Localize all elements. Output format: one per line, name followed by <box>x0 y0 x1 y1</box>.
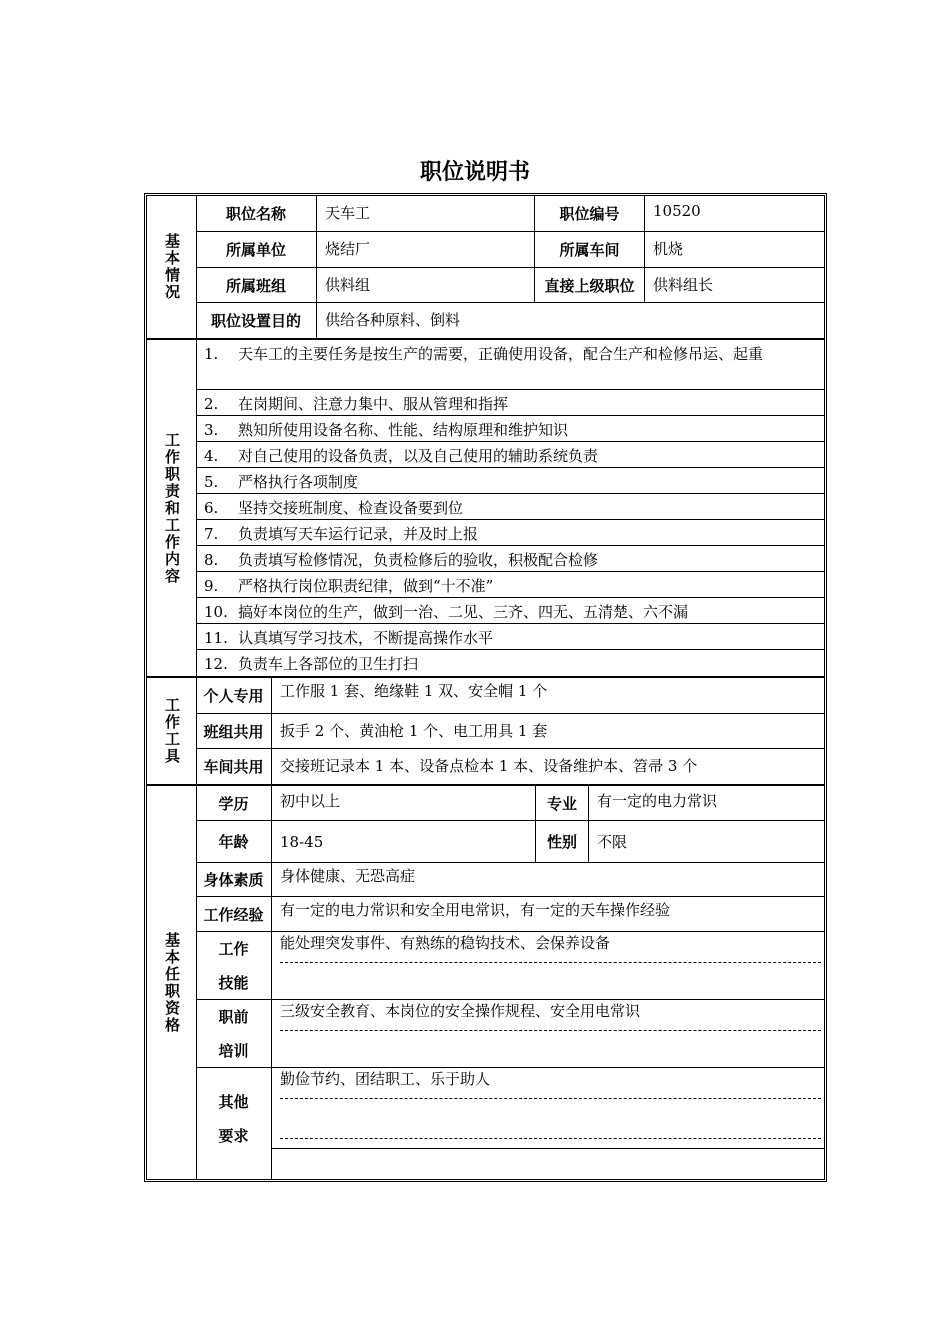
training-value: 三级安全教育、本岗位的安全操作规程、安全用电常识 <box>280 1002 641 1020</box>
education-value: 初中以上 <box>271 786 535 820</box>
superior-label: 直接上级职位 <box>534 268 644 302</box>
duty-row <box>196 572 825 598</box>
physical-label: 身体素质 <box>203 871 264 889</box>
age-value: 18-45 <box>271 821 535 862</box>
purpose-label: 职位设置目的 <box>210 312 301 330</box>
gender-value: 不限 <box>588 821 825 862</box>
team-value: 供料组 <box>316 268 534 302</box>
duty-row <box>196 520 825 546</box>
duty-text <box>196 340 825 389</box>
basic-row-2 <box>196 232 825 268</box>
duty-number: 7. <box>204 525 219 543</box>
duty-text <box>196 572 825 597</box>
duty-description: 搞好本岗位的生产，做到一治、二见、三齐、四无、五清楚、六不漏 <box>238 603 689 621</box>
duty-row <box>196 390 825 416</box>
duty-row <box>196 416 825 442</box>
dashed-line <box>280 1030 821 1031</box>
duty-description: 负责填写检修情况，负责检修后的验收，积极配合检修 <box>238 551 599 569</box>
duty-row <box>196 442 825 468</box>
duty-number: 9. <box>204 577 219 595</box>
other-label: 其他 要求 <box>218 1093 249 1145</box>
qual-row-skills <box>196 932 825 1000</box>
duty-number: 8. <box>204 551 219 569</box>
gender-label: 性别 <box>535 821 588 862</box>
workshop-value: 机烧 <box>644 232 825 267</box>
experience-value: 有一定的电力常识和安全用电常识，有一定的天车操作经验 <box>271 897 825 931</box>
duty-number: 1. <box>204 345 219 363</box>
major-value: 有一定的电力常识 <box>588 786 825 820</box>
qual-row-physical <box>196 863 825 897</box>
workshop-label: 所属车间 <box>534 232 644 267</box>
training-label: 职前 培训 <box>218 1008 249 1060</box>
duties-section-label: 工作职责和工作内容 <box>147 340 197 676</box>
duty-description: 严格执行各项制度 <box>238 473 359 491</box>
duty-text <box>196 494 825 519</box>
duty-description: 天车工的主要任务是按生产的需要，正确使用设备，配合生产和检修吊运、起重 <box>238 345 764 363</box>
other-value: 勤俭节约、团结职工、乐于助人 <box>280 1070 491 1088</box>
qual-row-training <box>196 1000 825 1068</box>
duty-number: 5. <box>204 473 219 491</box>
duty-text <box>196 390 825 415</box>
qualifications-section-label: 基本任职资格 <box>147 786 197 1180</box>
basic-row-4 <box>196 303 825 338</box>
personal-tools-label: 个人专用 <box>203 687 264 705</box>
row-divider <box>272 1148 825 1149</box>
duty-description: 认真填写学习技术，不断提高操作水平 <box>238 629 494 647</box>
duty-number: 6. <box>204 499 219 517</box>
basic-section-label: 基本情况 <box>147 196 197 338</box>
duty-row <box>196 650 825 676</box>
experience-label: 工作经验 <box>203 905 264 924</box>
education-label: 学历 <box>218 794 249 813</box>
duty-text <box>196 650 825 676</box>
team-tools-value: 扳手 2 个、黄油枪 1 个、电工用具 1 套 <box>271 714 825 748</box>
qual-row-experience <box>196 897 825 932</box>
duty-text <box>196 546 825 571</box>
duty-number: 2. <box>204 395 219 413</box>
duty-row <box>196 624 825 650</box>
duty-text <box>196 624 825 649</box>
qual-row-other <box>196 1068 825 1180</box>
tools-row-personal <box>196 678 825 714</box>
duty-number: 12. <box>204 655 228 673</box>
position-code-label: 职位编号 <box>534 196 644 231</box>
qual-row-education <box>196 786 825 821</box>
duty-row <box>196 494 825 520</box>
workshop-tools-label: 车间共用 <box>203 758 264 776</box>
unit-value: 烧结厂 <box>316 232 534 267</box>
page-title: 职位说明书 <box>419 160 530 185</box>
duty-row <box>196 340 825 390</box>
duty-description: 严格执行岗位职责纪律，做到“十不准” <box>238 577 494 595</box>
duty-description: 负责车上各部位的卫生打扫 <box>238 655 419 673</box>
skills-label: 工作 技能 <box>218 940 249 992</box>
basic-row-3 <box>196 268 825 303</box>
personal-tools-value: 工作服 1 套、绝缘鞋 1 双、安全帽 1 个 <box>271 678 825 713</box>
duty-description: 负责填写天车运行记录，并及时上报 <box>238 525 479 543</box>
duty-description: 对自己使用的设备负责，以及自己使用的辅助系统负责 <box>238 447 599 465</box>
position-name-value: 天车工 <box>316 196 534 231</box>
duties-section <box>147 340 825 676</box>
dashed-line <box>280 1138 821 1139</box>
workshop-tools-value: 交接班记录本 1 本、设备点检本 1 本、设备维护本、笤帚 3 个 <box>271 749 825 784</box>
basic-section <box>147 196 825 338</box>
duty-text <box>196 468 825 493</box>
team-tools-label: 班组共用 <box>203 722 264 741</box>
duty-text <box>196 416 825 441</box>
duty-row <box>196 598 825 624</box>
duty-row <box>196 468 825 494</box>
dashed-line <box>280 1098 821 1099</box>
team-label: 所属班组 <box>225 276 286 295</box>
duty-number: 4. <box>204 447 219 465</box>
other-value-cell <box>271 1068 825 1180</box>
tools-row-team <box>196 714 825 749</box>
duty-text <box>196 442 825 467</box>
tools-row-workshop <box>196 749 825 784</box>
skills-value-cell <box>271 932 825 999</box>
age-label: 年龄 <box>218 833 249 851</box>
position-name-label: 职位名称 <box>225 205 286 223</box>
basic-row-1 <box>196 196 825 232</box>
skills-value: 能处理突发事件、有熟练的稳钩技术、会保养设备 <box>280 934 611 952</box>
qualifications-section <box>147 786 825 1180</box>
training-value-cell <box>271 1000 825 1067</box>
duty-description: 坚持交接班制度、检查设备要到位 <box>238 499 464 517</box>
tools-section <box>147 678 825 784</box>
duty-description: 在岗期间、注意力集中、服从管理和指挥 <box>238 395 509 413</box>
duty-text <box>196 598 825 623</box>
duty-number: 11. <box>204 629 228 647</box>
major-label: 专业 <box>535 786 588 820</box>
duty-number: 3. <box>204 421 219 439</box>
duty-row <box>196 546 825 572</box>
duty-description: 熟知所使用设备名称、性能、结构原理和维护知识 <box>238 421 569 439</box>
tools-section-label: 工作工具 <box>147 678 197 784</box>
physical-value: 身体健康、无恐高症 <box>271 863 825 896</box>
superior-value: 供料组长 <box>644 268 825 302</box>
duty-text <box>196 520 825 545</box>
dashed-line <box>280 962 821 963</box>
purpose-value: 供给各种原料、倒料 <box>316 303 825 338</box>
duty-number: 10. <box>204 603 228 621</box>
unit-label: 所属单位 <box>225 241 286 259</box>
position-code-value: 10520 <box>644 196 825 231</box>
qual-row-age <box>196 821 825 863</box>
